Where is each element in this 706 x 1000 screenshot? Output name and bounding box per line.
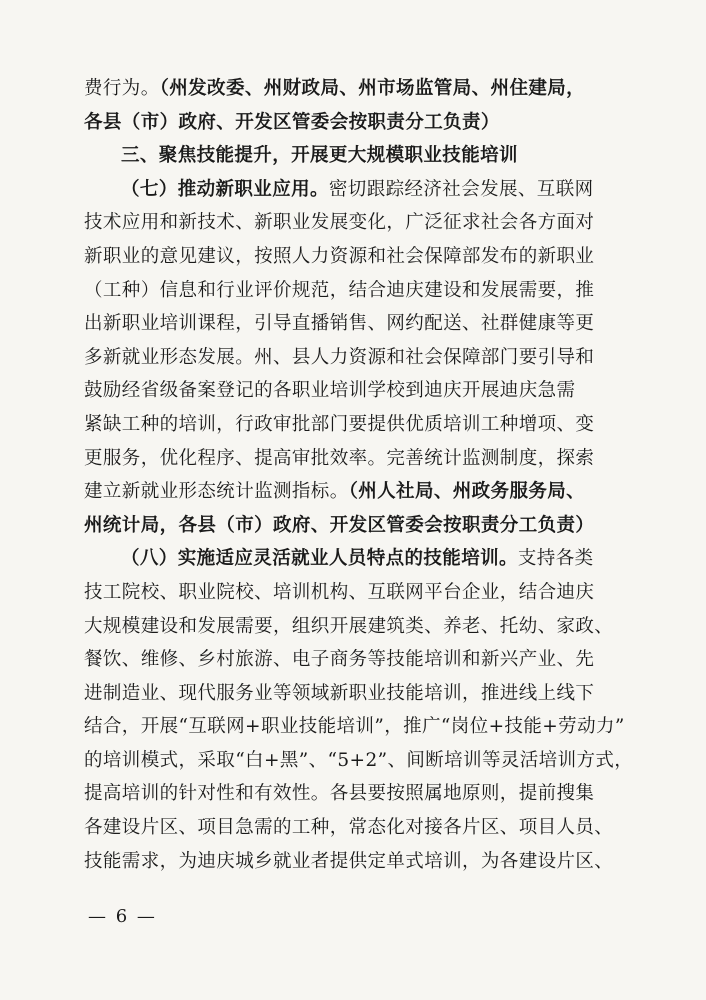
text-line: [84, 139, 624, 173]
text-run: 各建设片区、项目急需的工种，常态化对接各片区、项目人员、: [84, 817, 614, 839]
text-line: [84, 811, 624, 845]
text-line: [84, 777, 624, 811]
text-line: [84, 341, 624, 375]
text-run: 的培训模式，采取“白+黑”、“5+2”、间断培训等灵活培训方式，: [84, 749, 634, 771]
text-line: [84, 72, 624, 106]
bold-text-run: （七）推动新职业应用。: [121, 178, 329, 200]
text-run: 技术应用和新技术、新职业发展变化，广泛征求社会各方面对: [84, 212, 595, 234]
text-line: [84, 576, 624, 610]
text-line: [84, 307, 624, 341]
text-line: [84, 374, 624, 408]
bold-text-run: 三、聚焦技能提升，开展更大规模职业技能培训: [121, 145, 518, 167]
text-line: [84, 845, 624, 879]
text-run: （工种）信息和行业评价规范，结合迪庆建设和发展需要，推: [84, 279, 595, 301]
text-line: [84, 274, 624, 308]
text-line: [84, 240, 624, 274]
text-line: [84, 677, 624, 711]
text-line: [84, 610, 624, 644]
text-line: [84, 710, 624, 744]
body-text: [84, 72, 634, 878]
bold-text-run: 各县（市）政府、开发区管委会按职责分工负责）: [84, 111, 500, 133]
text-line: [84, 206, 624, 240]
page-number: — 6 —: [88, 906, 157, 927]
text-line: [84, 509, 624, 543]
text-run: 新职业的意见建议，按照人力资源和社会保障部发布的新职业: [84, 245, 595, 267]
text-run: 费行为。: [84, 78, 160, 99]
text-run: 更服务，优化程序、提高审批效率。完善统计监测制度，探索: [84, 447, 595, 469]
text-run: 紧缺工种的培训，行政审批部门要提供优质培训工种增项、变: [84, 413, 595, 435]
text-run: 提高培训的针对性和有效性。各县要按照属地原则，提前搜集: [84, 783, 595, 805]
text-line: [84, 542, 624, 576]
text-line: [84, 744, 634, 778]
text-line: [84, 106, 624, 140]
text-line: [84, 643, 624, 677]
text-run: 建立新就业形态统计监测指标。: [84, 481, 349, 503]
bold-text-run: （州人社局、州政务服务局、: [348, 481, 586, 503]
text-run: 密切跟踪经济社会发展、互联网: [328, 178, 594, 200]
text-run: 进制造业、现代服务业等领域新职业技能培训，推进线上线下: [84, 682, 595, 704]
text-run: 餐饮、维修、乡村旅游、电子商务等技能培训和新兴产业、先: [84, 649, 595, 671]
bold-text-run: （八）实施适应灵活就业人员特点的技能培训。: [121, 548, 518, 570]
text-run: 结合，开展“互联网+职业技能培训”，推广“岗位+技能+劳动力”: [84, 716, 625, 738]
text-run: 鼓励经省级备案登记的各职业培训学校到迪庆开展迪庆急需: [84, 380, 576, 402]
bold-text-run: 州统计局，各县（市）政府、开发区管委会按职责分工负责）: [84, 514, 595, 536]
text-run: 技能需求，为迪庆城乡就业者提供定单式培训，为各建设片区、: [84, 850, 614, 872]
text-run: 多新就业形态发展。州、县人力资源和社会保障部门要引导和: [84, 346, 595, 368]
text-line: [84, 173, 624, 207]
text-line: [84, 475, 624, 509]
text-run: 支持各类: [517, 548, 594, 570]
text-line: [84, 408, 624, 442]
text-run: 技工院校、职业院校、培训机构、互联网平台企业，结合迪庆: [84, 581, 595, 603]
text-run: 大规模建设和发展需要，组织开展建筑类、养老、托幼、家政、: [84, 615, 614, 637]
bold-text-run: （州发改委、州财政局、州市场监管局、州住建局，: [159, 78, 586, 99]
text-line: [84, 442, 624, 476]
text-run: 出新职业培训课程，引导直播销售、网约配送、社群健康等更: [84, 313, 595, 335]
